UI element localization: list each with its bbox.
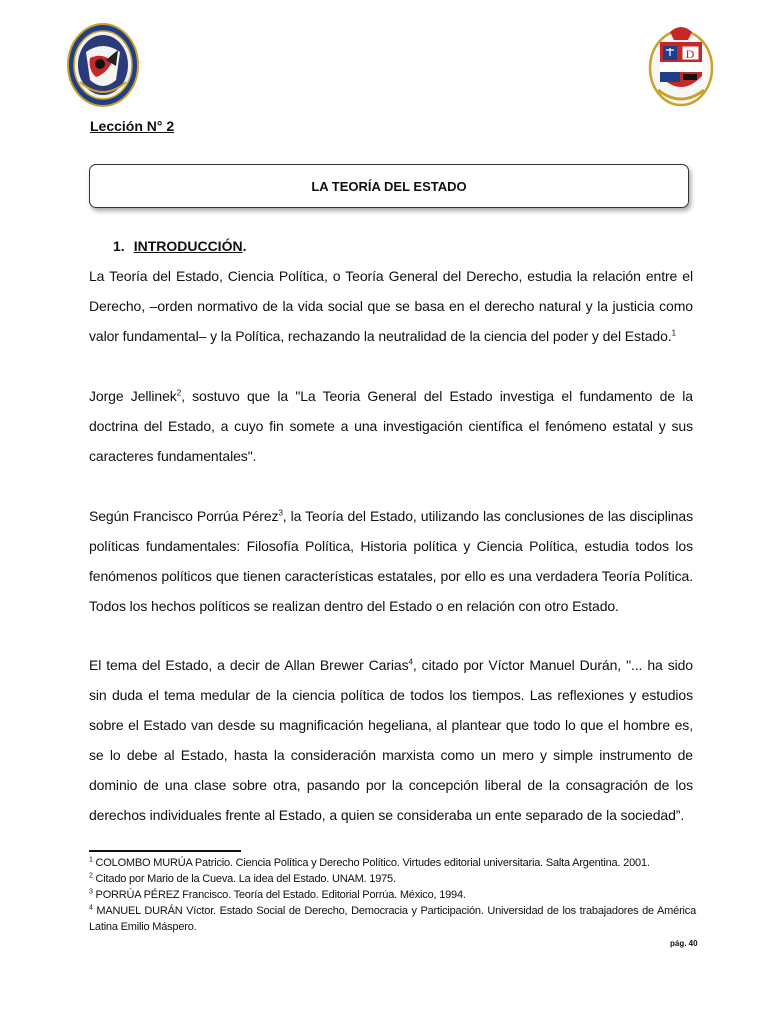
footnotes — [89, 855, 696, 935]
footnote-3-number: 3 — [89, 888, 93, 896]
footnote-1-text: COLOMBO MURÚA Patricio. Ciencia Política y Derecho Político. Virtudes editorial universitaria. Salta Argentina. 2001. — [92, 857, 650, 869]
paragraph-3-text: , la Teoría del Estado, utilizando las conclusiones de las disciplinas políticas fundamentales: Filosofía Política, Historia política y Ciencia Política, estudia todos los fenómenos políticos que tienen características estatales, por ello es una verdadera Teoría Política. Todos los hechos políticos se realizan dentro del Estado o en relación con otro Estado. — [89, 508, 693, 614]
svg-text:D: D — [685, 47, 695, 61]
footnote-ref-3: 3 — [278, 508, 283, 518]
footnote-separator — [89, 850, 241, 852]
footnote-4 — [89, 903, 696, 935]
section-title-suffix: . — [242, 238, 247, 254]
footnote-2-number: 2 — [89, 872, 93, 880]
paragraph-2 — [89, 381, 693, 471]
paragraph-4 — [89, 650, 693, 830]
document-title: LA TEORÍA DEL ESTADO — [311, 178, 467, 194]
footnote-3 — [89, 887, 696, 903]
paragraph-4-text: , citado por Víctor Manuel Durán, "... ha sido sin duda el tema medular de la ciencia política de todos los tiempos. Las reflexiones y estudios sobre el Estado van desde su magnificación hegeliana, al plantear que todo lo que el hombre es, se lo debe al Estado, hasta la consideración marxista como un mero y simple instrumento de dominio de una clase sobre otra, pasando por la concepción liberal de la consagración de los derechos individuales frente al Estado, a quien se consideraba un ente separado de la sociedad”. — [89, 657, 693, 823]
paragraph-2-text: , sostuvo que la "La Teoria General del Estado investiga el fundamento de la doctrina del Estado, a cuyo fin somete a una investigación científica el fenómeno estatal y sus caracteres fundamentales". — [89, 388, 693, 464]
page-number: pág. 40 — [670, 939, 698, 948]
section-title: INTRODUCCIÓN — [133, 238, 243, 254]
footnote-4-number: 4 — [89, 904, 93, 912]
footnote-2-text: Citado por Mario de la Cueva. La idea del Estado. UNAM. 1975. — [92, 873, 396, 885]
paragraph-4-lead: El tema del Estado, a decir de Allan Brewer Carias — [89, 657, 409, 673]
footnote-4-text: MANUEL DURÁN Víctor. Estado Social de Derecho, Democracia y Participación. Universidad de los trabajadores de América Latina Emilio Máspero. — [89, 905, 696, 933]
footnote-1-number: 1 — [89, 856, 93, 864]
paragraph-1-text: La Teoría del Estado, Ciencia Política, o Teoría General del Derecho, estudia la relación entre el Derecho, –orden normativo de la vida social que se basa en el derecho natural y la justicia como valor fundamental– y la Política, rechazando la neutralidad de la ciencia del poder y del Estado. — [89, 268, 693, 344]
section-number: 1. — [113, 238, 125, 254]
footnote-ref-4: 4 — [408, 657, 413, 667]
footnote-2 — [89, 871, 696, 887]
law-faculty-shield-icon — [648, 18, 714, 108]
paragraph-3 — [89, 501, 693, 621]
section-heading — [113, 238, 246, 254]
paragraph-3-lead: Según Francisco Porrúa Pérez — [89, 508, 279, 524]
footnote-1 — [89, 855, 696, 871]
document-title-box — [89, 164, 689, 208]
footnote-3-text: PORRÚA PÉREZ Francisco. Teoría del Estado. Editorial Porrúa. México, 1994. — [92, 889, 466, 901]
paragraph-2-lead: Jorge Jellinek — [89, 388, 177, 404]
paragraph-1 — [89, 261, 693, 351]
lesson-label: Lección N° 2 — [90, 118, 175, 134]
footnote-ref-2: 2 — [176, 388, 182, 398]
footnote-ref-1: 1 — [671, 328, 676, 338]
university-seal-icon — [66, 22, 140, 108]
